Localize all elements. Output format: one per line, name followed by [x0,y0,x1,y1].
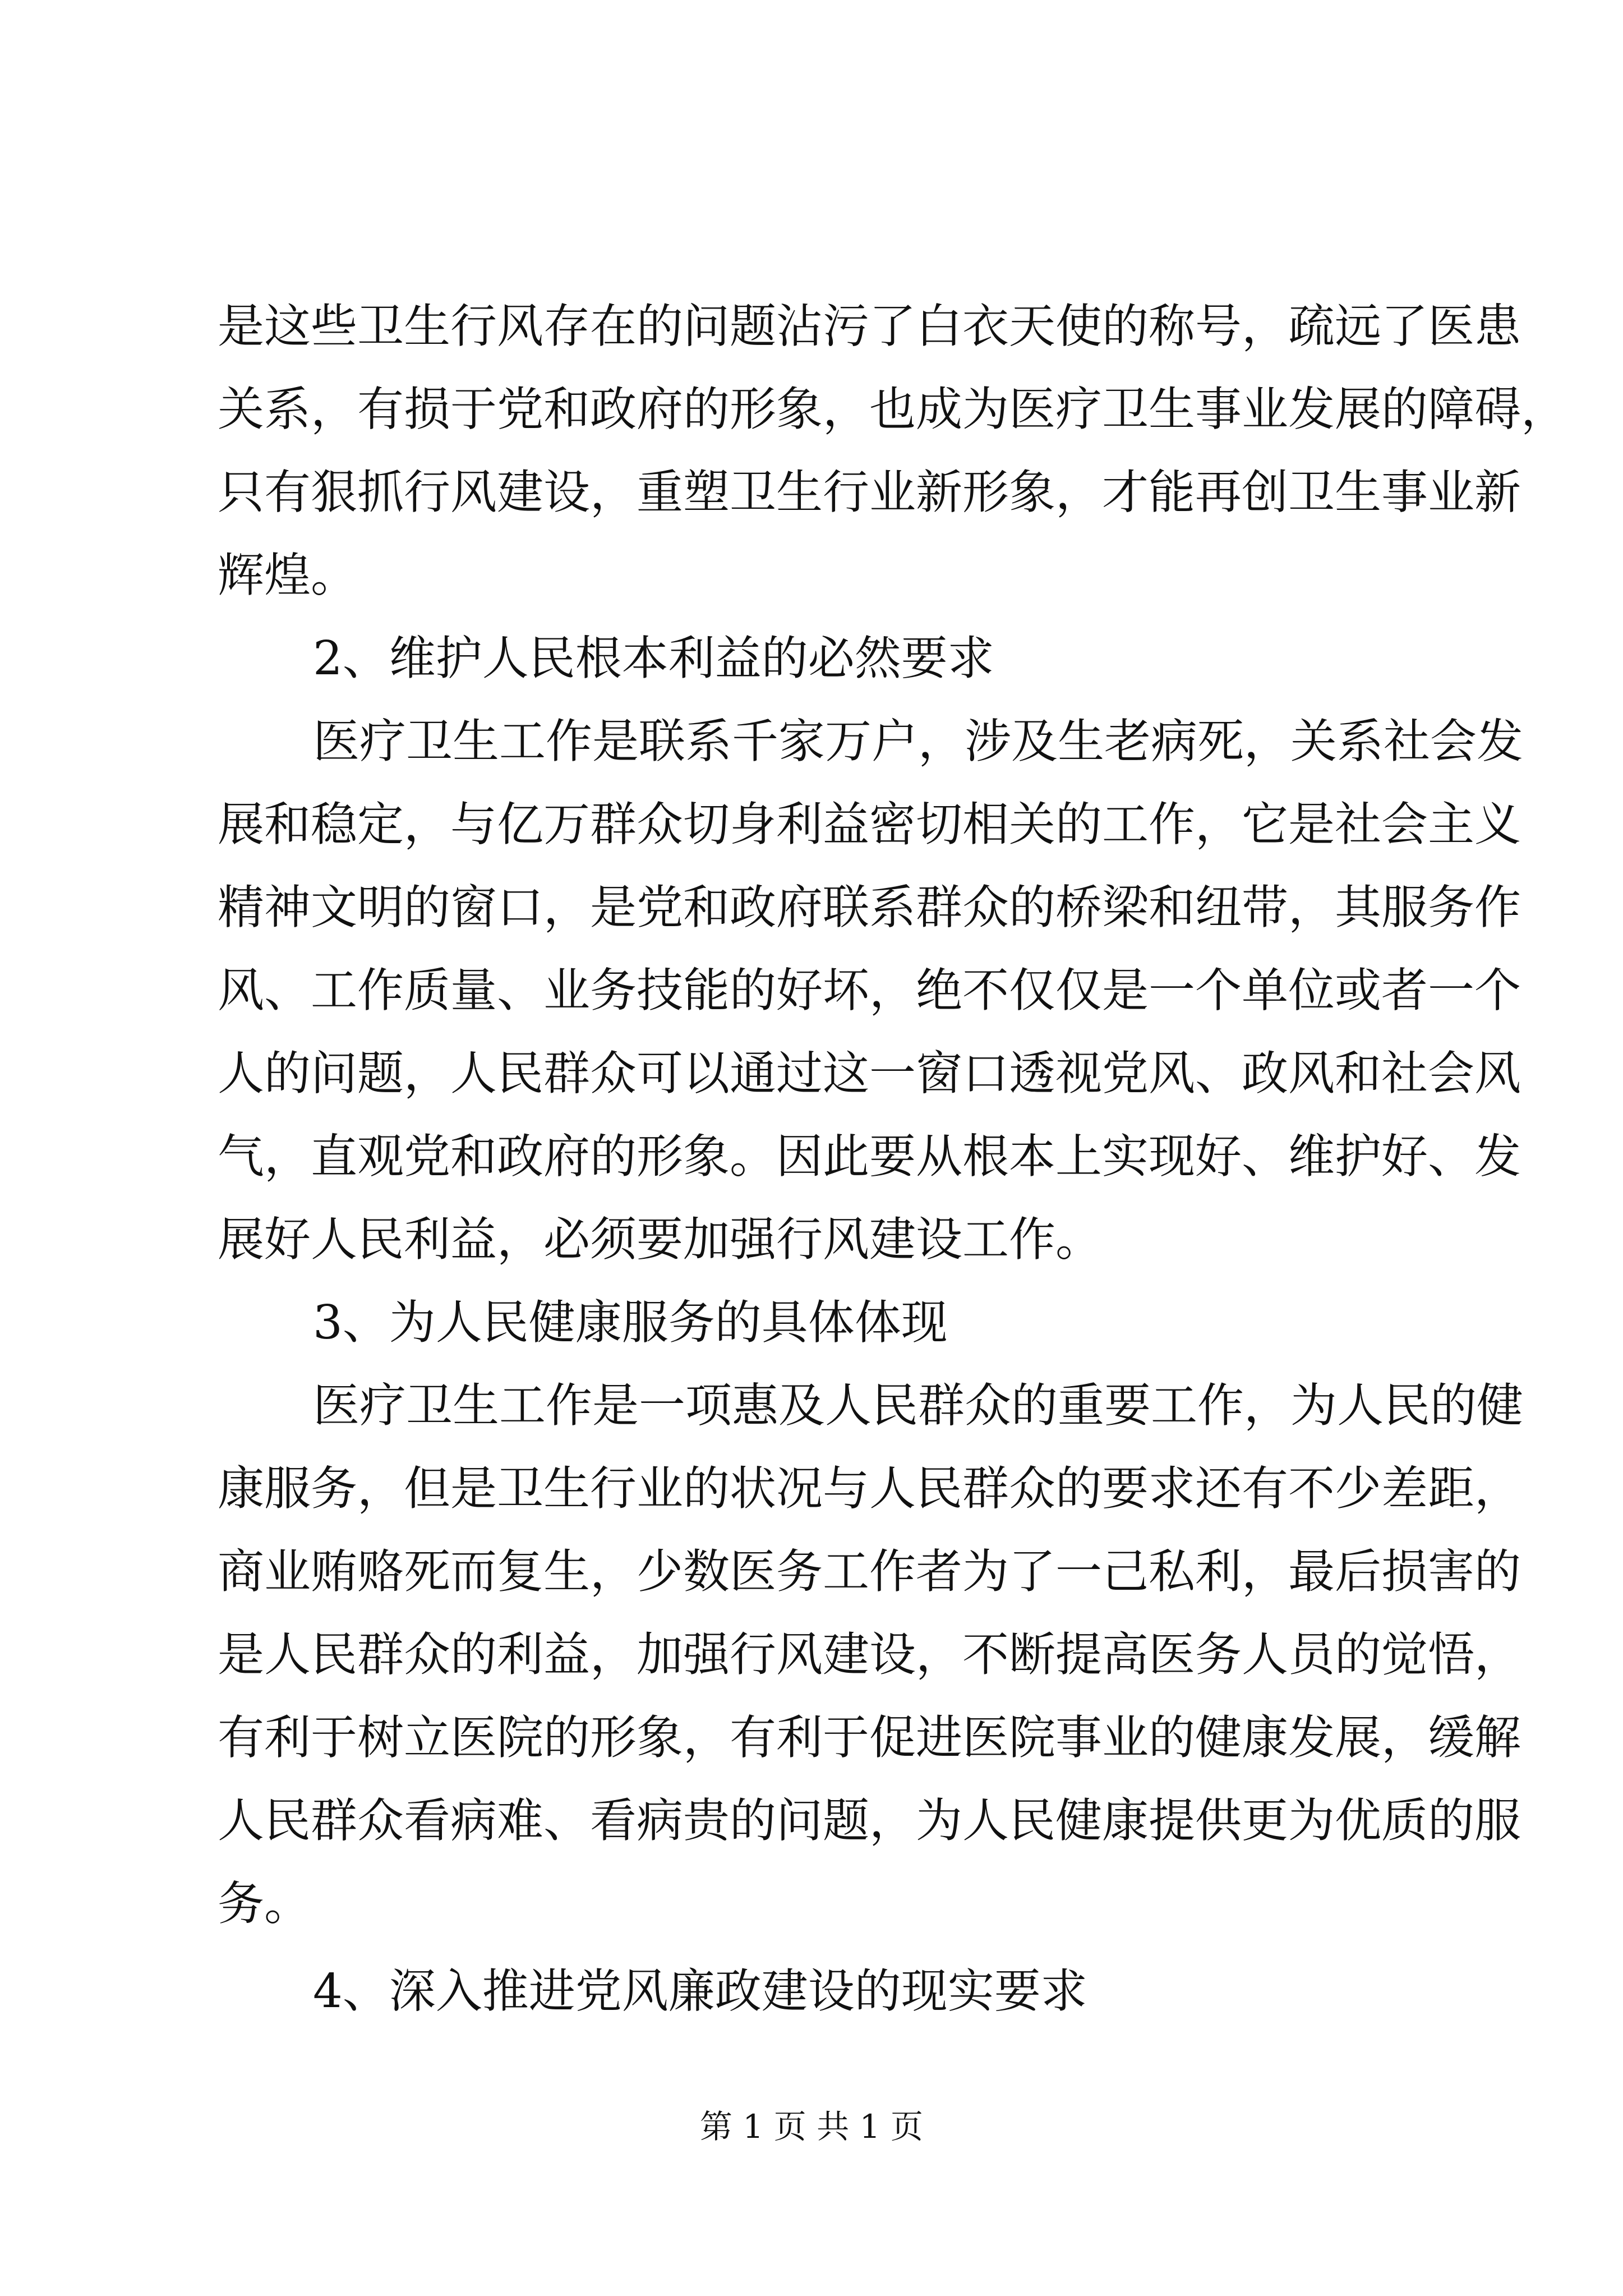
page-footer: 第 1 页 共 1 页 [700,2108,923,2146]
text-line: 人民群众看病难、看病贵的问题，为人民健康提供更为优质的服 [218,1793,1521,1848]
text-line: 关系，有损于党和政府的形象，也成为医疗卫生事业发展的障碍， [218,382,1567,436]
text-line: 人的问题，人民群众可以通过这一窗口透视党风、政风和社会风 [218,1046,1521,1101]
text-line: 是这些卫生行风存在的问题沾污了白衣天使的称号，疏远了医患 [218,299,1521,353]
section-heading: 3、为人民健康服务的具体体现 [313,1295,948,1350]
paragraph-first-line: 医疗卫生工作是联系千家万户，涉及生老病死，关系社会发 [313,714,1523,769]
text-line: 展和稳定，与亿万群众切身利益密切相关的工作，它是社会主义 [218,797,1521,852]
section-heading: 2、维护人民根本利益的必然要求 [313,631,994,685]
section-heading: 4、深入推进党风廉政建设的现实要求 [313,1964,1087,2018]
text-line: 精神文明的窗口，是党和政府联系群众的桥梁和纽带，其服务作 [218,880,1521,935]
text-line: 只有狠抓行风建设，重塑卫生行业新形象，才能再创卫生事业新 [218,465,1521,519]
text-line: 康服务，但是卫生行业的状况与人民群众的要求还有不少差距， [218,1461,1521,1516]
text-line: 气，直观党和政府的形象。因此要从根本上实现好、维护好、发 [218,1129,1521,1184]
text-line: 务。 [218,1876,311,1931]
text-line: 展好人民利益，必须要加强行风建设工作。 [218,1212,1102,1267]
paragraph-first-line: 医疗卫生工作是一项惠及人民群众的重要工作，为人民的健 [313,1378,1523,1433]
text-line: 有利于树立医院的形象，有利于促进医院事业的健康发展，缓解 [218,1710,1521,1765]
text-line: 商业贿赂死而复生，少数医务工作者为了一己私利，最后损害的 [218,1544,1521,1599]
text-line: 辉煌。 [218,548,357,602]
text-line: 是人民群众的利益，加强行风建设，不断提高医务人员的觉悟， [218,1627,1521,1682]
text-line: 风、工作质量、业务技能的好坏，绝不仅仅是一个单位或者一个 [218,963,1521,1018]
